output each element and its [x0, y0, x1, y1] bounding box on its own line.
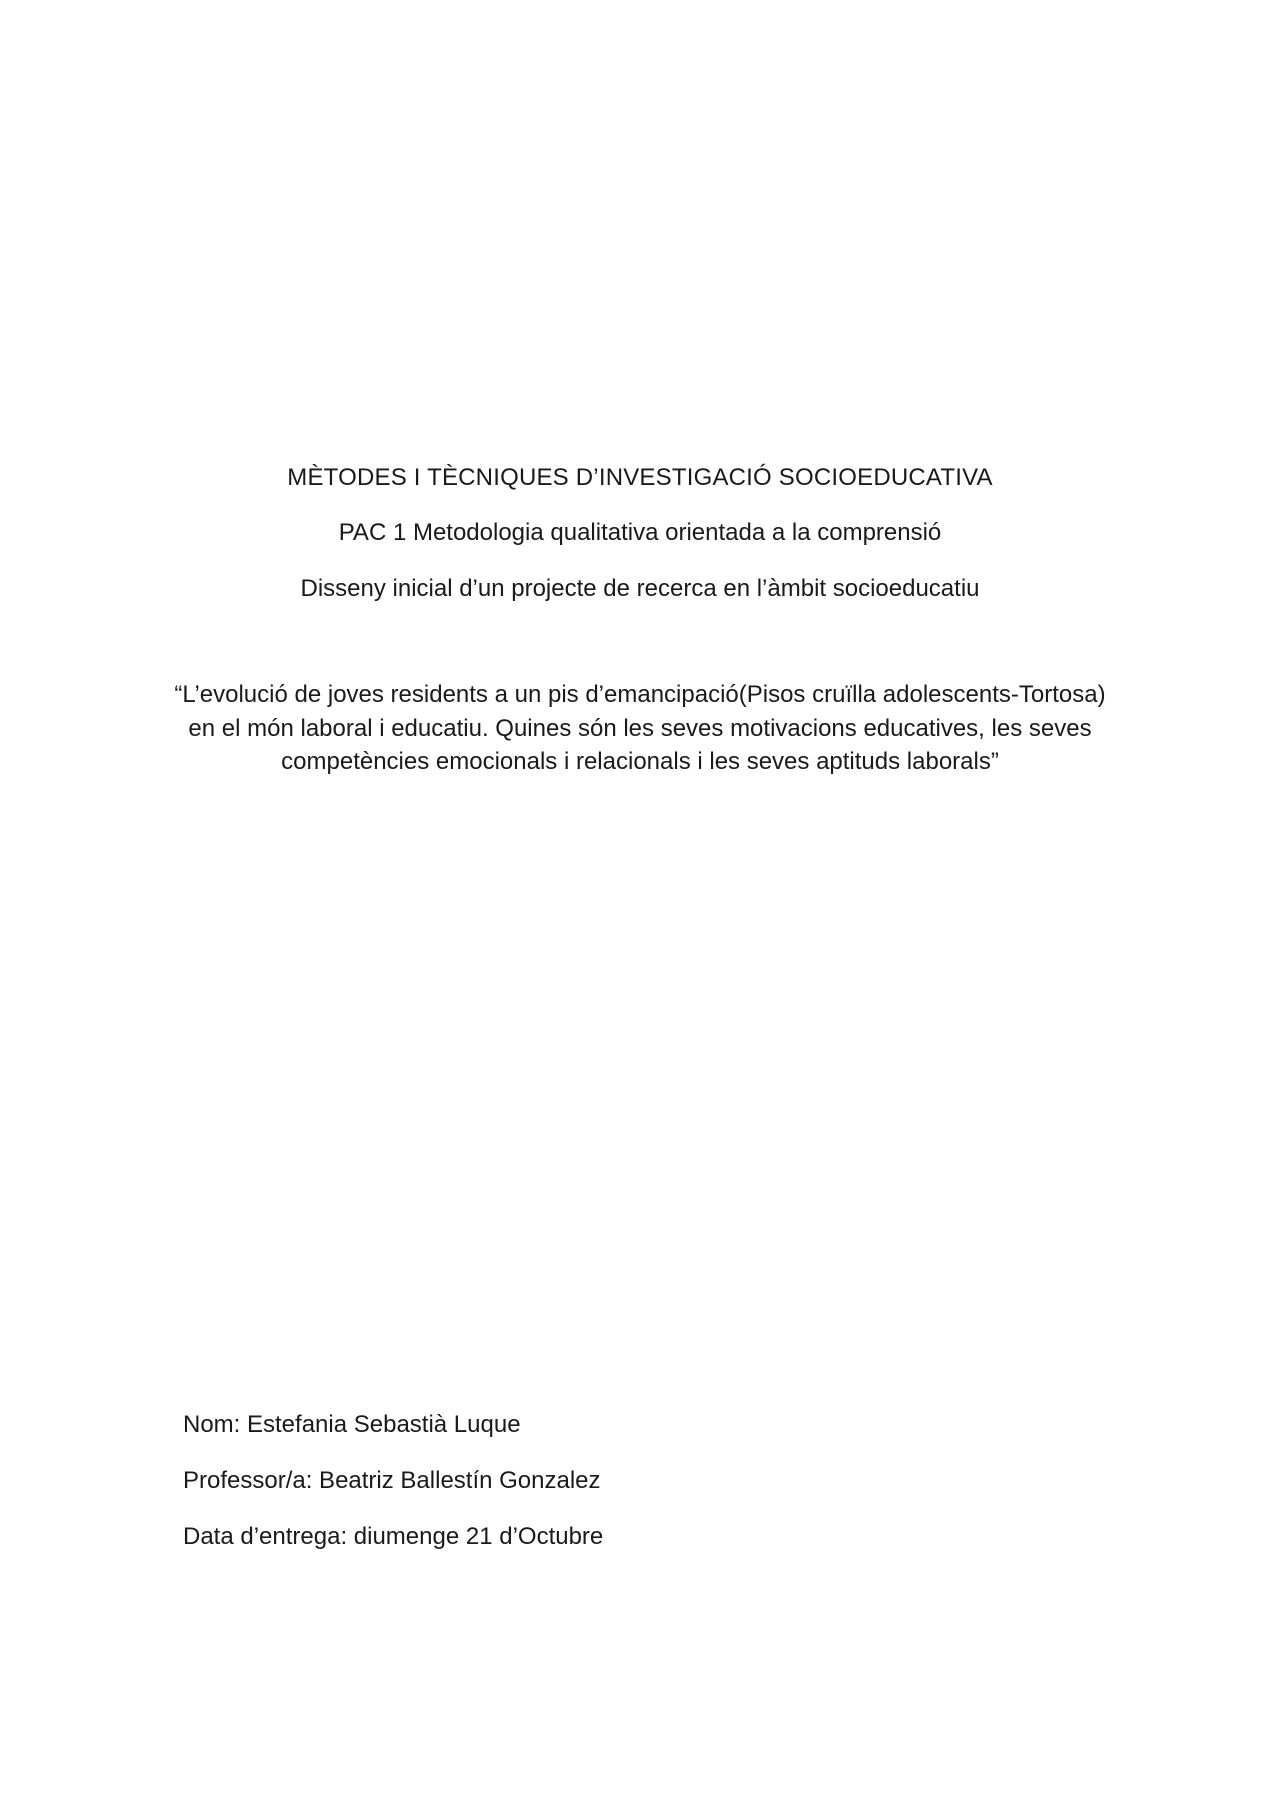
course-title: MÈTODES I TÈCNIQUES D’INVESTIGACIÓ SOCIOEDUCATIVA: [287, 464, 993, 491]
pac-subtitle: PAC 1 Metodologia qualitativa orientada a la comprensió: [338, 519, 942, 546]
student-name: Nom: Estefania Sebastià Luque: [183, 1411, 521, 1438]
research-title: “L’evolució de joves residents a un pis d’emancipació(Pisos cruïlla adolescents-Tortosa) en el món laboral i educatiu. Quines són les seves motivacions educatives, les seves competències emocionals i relacionals i les seves aptituds laborals”: [174, 681, 1106, 775]
design-subtitle: Disseny inicial d’un projecte de recerca en l’àmbit socioeducatiu: [300, 575, 980, 602]
professor-name: Professor/a: Beatriz Ballestín Gonzalez: [183, 1467, 601, 1494]
delivery-date: Data d’entrega: diumenge 21 d’Octubre: [183, 1523, 604, 1550]
